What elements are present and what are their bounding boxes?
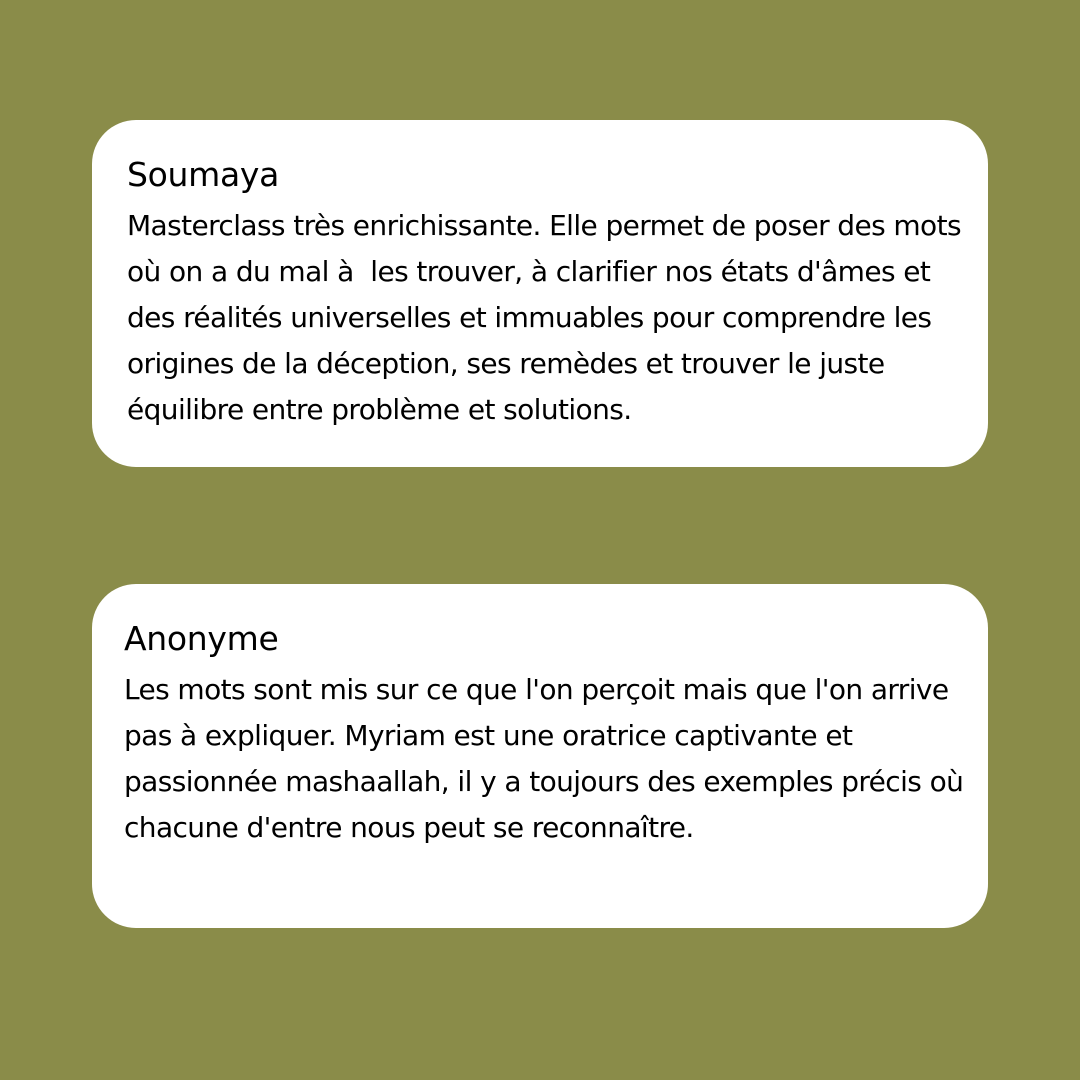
testimonial-author: Anonyme (124, 619, 279, 658)
testimonial-author: Soumaya (127, 155, 280, 194)
testimonial-card (92, 584, 988, 928)
testimonial-card (92, 120, 988, 467)
testimonial-text: Masterclass très enrichissante. Elle permet de poser des mots où on a du mal à les trouver, à clarifier nos états d'âmes et des réalités universelles et immuables pour comprendre les origines de la déception, ses remèdes et trouver le juste équilibre entre problème et solutions. (127, 208, 970, 426)
testimonial-text: Les mots sont mis sur ce que l'on perçoit mais que l'on arrive pas à expliquer. Myriam est une oratrice captivante et passionnée mashaallah, il y a toujours des exemples précis où chacune d'entre nous peut se reconnaître. (124, 672, 972, 844)
